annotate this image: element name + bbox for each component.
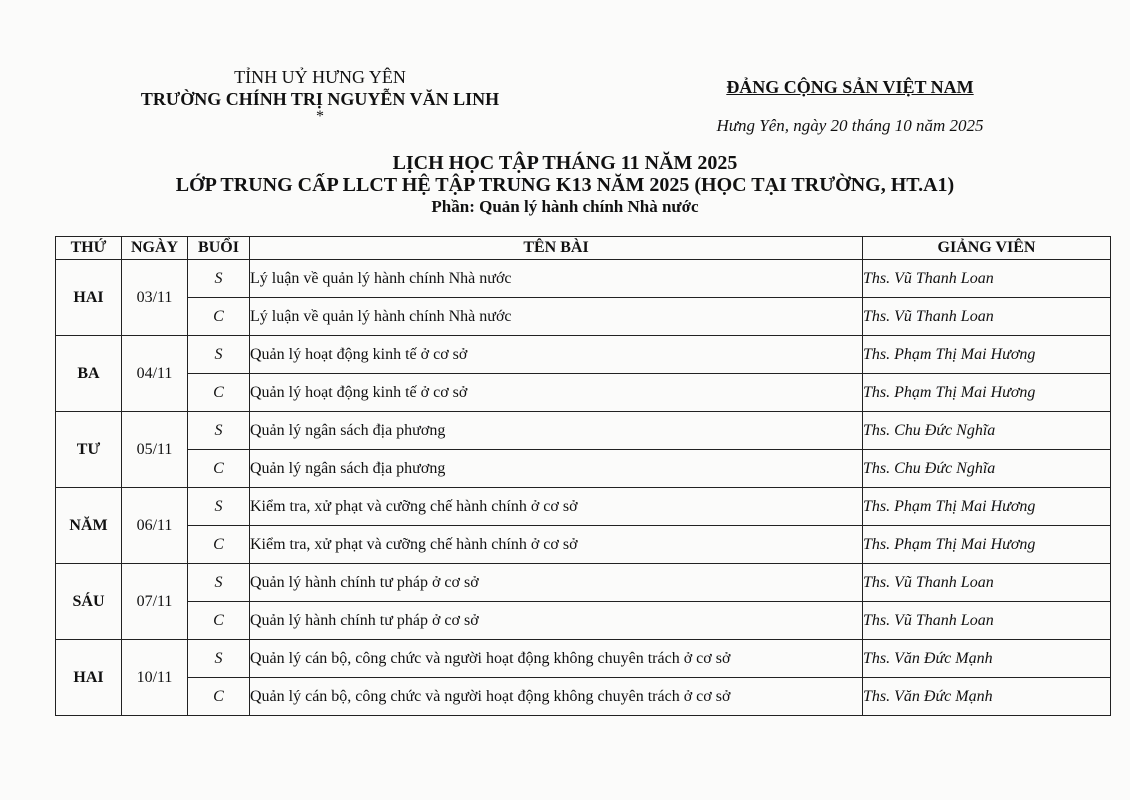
lecturer-cell: Ths. Phạm Thị Mai Hương: [863, 336, 1111, 374]
party-name: ĐẢNG CỘNG SẢN VIỆT NAM: [726, 77, 974, 97]
header-day: THỨ: [56, 237, 122, 260]
date-cell: 06/11: [122, 488, 188, 564]
table-row: [56, 374, 1111, 412]
lecturer-cell: Ths. Chu Đức Nghĩa: [863, 412, 1111, 450]
header-right: [700, 76, 1000, 136]
lesson-cell: Quản lý hành chính tư pháp ở cơ sở: [250, 602, 863, 640]
session-cell: C: [188, 602, 250, 640]
lecturer-cell: Ths. Phạm Thị Mai Hương: [863, 488, 1111, 526]
table-row: [56, 640, 1111, 678]
lecturer-cell: Ths. Chu Đức Nghĩa: [863, 450, 1111, 488]
day-cell: BA: [56, 336, 122, 412]
session-cell: C: [188, 678, 250, 716]
lesson-cell: Quản lý hoạt động kinh tế ở cơ sở: [250, 374, 863, 412]
lesson-cell: Lý luận về quản lý hành chính Nhà nước: [250, 298, 863, 336]
date-cell: 10/11: [122, 640, 188, 716]
title-line-3: Phần: Quản lý hành chính Nhà nước: [431, 197, 699, 216]
session-cell: C: [188, 298, 250, 336]
table-row: [56, 336, 1111, 374]
table-row: [56, 412, 1111, 450]
lecturer-cell: Ths. Vũ Thanh Loan: [863, 260, 1111, 298]
school-name: TRƯỜNG CHÍNH TRỊ NGUYỄN VĂN LINH: [140, 89, 500, 109]
session-cell: S: [188, 336, 250, 374]
table-row: [56, 678, 1111, 716]
star-mark: *: [316, 108, 324, 125]
header-lecturer: GIẢNG VIÊN: [863, 237, 1111, 260]
title-line-2: LỚP TRUNG CẤP LLCT HỆ TẬP TRUNG K13 NĂM 2025 (HỌC TẠI TRƯỜNG, HT.A1): [175, 174, 955, 196]
session-cell: C: [188, 450, 250, 488]
lesson-cell: Quản lý hành chính tư pháp ở cơ sở: [250, 564, 863, 602]
lesson-cell: Kiểm tra, xử phạt và cưỡng chế hành chính ở cơ sở: [250, 526, 863, 564]
lesson-cell: Quản lý cán bộ, công chức và người hoạt động không chuyên trách ở cơ sở: [250, 678, 863, 716]
session-cell: C: [188, 374, 250, 412]
session-cell: S: [188, 640, 250, 678]
province-name: TỈNH UỶ HƯNG YÊN: [234, 67, 406, 87]
day-cell: TƯ: [56, 412, 122, 488]
session-cell: S: [188, 412, 250, 450]
title-line-1: LỊCH HỌC TẬP THÁNG 11 NĂM 2025: [392, 152, 738, 174]
lesson-cell: Kiểm tra, xử phạt và cưỡng chế hành chính ở cơ sở: [250, 488, 863, 526]
table-row: [56, 450, 1111, 488]
header-session: BUỔI: [188, 237, 250, 260]
date-cell: 05/11: [122, 412, 188, 488]
table-row: [56, 526, 1111, 564]
lesson-cell: Quản lý cán bộ, công chức và người hoạt động không chuyên trách ở cơ sở: [250, 640, 863, 678]
table-row: [56, 564, 1111, 602]
session-cell: S: [188, 488, 250, 526]
day-cell: HAI: [56, 640, 122, 716]
lecturer-cell: Ths. Phạm Thị Mai Hương: [863, 526, 1111, 564]
session-cell: C: [188, 526, 250, 564]
table-body: [56, 260, 1111, 716]
lesson-cell: Lý luận về quản lý hành chính Nhà nước: [250, 260, 863, 298]
date-cell: 04/11: [122, 336, 188, 412]
schedule-table: [55, 236, 1111, 716]
lecturer-cell: Ths. Phạm Thị Mai Hương: [863, 374, 1111, 412]
lesson-cell: Quản lý ngân sách địa phương: [250, 412, 863, 450]
table-row: [56, 602, 1111, 640]
lecturer-cell: Ths. Vũ Thanh Loan: [863, 298, 1111, 336]
session-cell: S: [188, 260, 250, 298]
lesson-cell: Quản lý hoạt động kinh tế ở cơ sở: [250, 336, 863, 374]
lecturer-cell: Ths. Văn Đức Mạnh: [863, 678, 1111, 716]
header-date: NGÀY: [122, 237, 188, 260]
issue-date: Hưng Yên, ngày 20 tháng 10 năm 2025: [716, 116, 984, 135]
date-cell: 07/11: [122, 564, 188, 640]
lecturer-cell: Ths. Vũ Thanh Loan: [863, 564, 1111, 602]
day-cell: NĂM: [56, 488, 122, 564]
lecturer-cell: Ths. Văn Đức Mạnh: [863, 640, 1111, 678]
session-cell: S: [188, 564, 250, 602]
document-title: [0, 152, 1130, 218]
day-cell: HAI: [56, 260, 122, 336]
date-cell: 03/11: [122, 260, 188, 336]
table-row: [56, 488, 1111, 526]
lecturer-cell: Ths. Vũ Thanh Loan: [863, 602, 1111, 640]
table-row: [56, 260, 1111, 298]
header-lesson: TÊN BÀI: [250, 237, 863, 260]
table-header-row: [56, 237, 1111, 260]
table-row: [56, 298, 1111, 336]
lesson-cell: Quản lý ngân sách địa phương: [250, 450, 863, 488]
day-cell: SÁU: [56, 564, 122, 640]
header-left: [120, 66, 520, 124]
